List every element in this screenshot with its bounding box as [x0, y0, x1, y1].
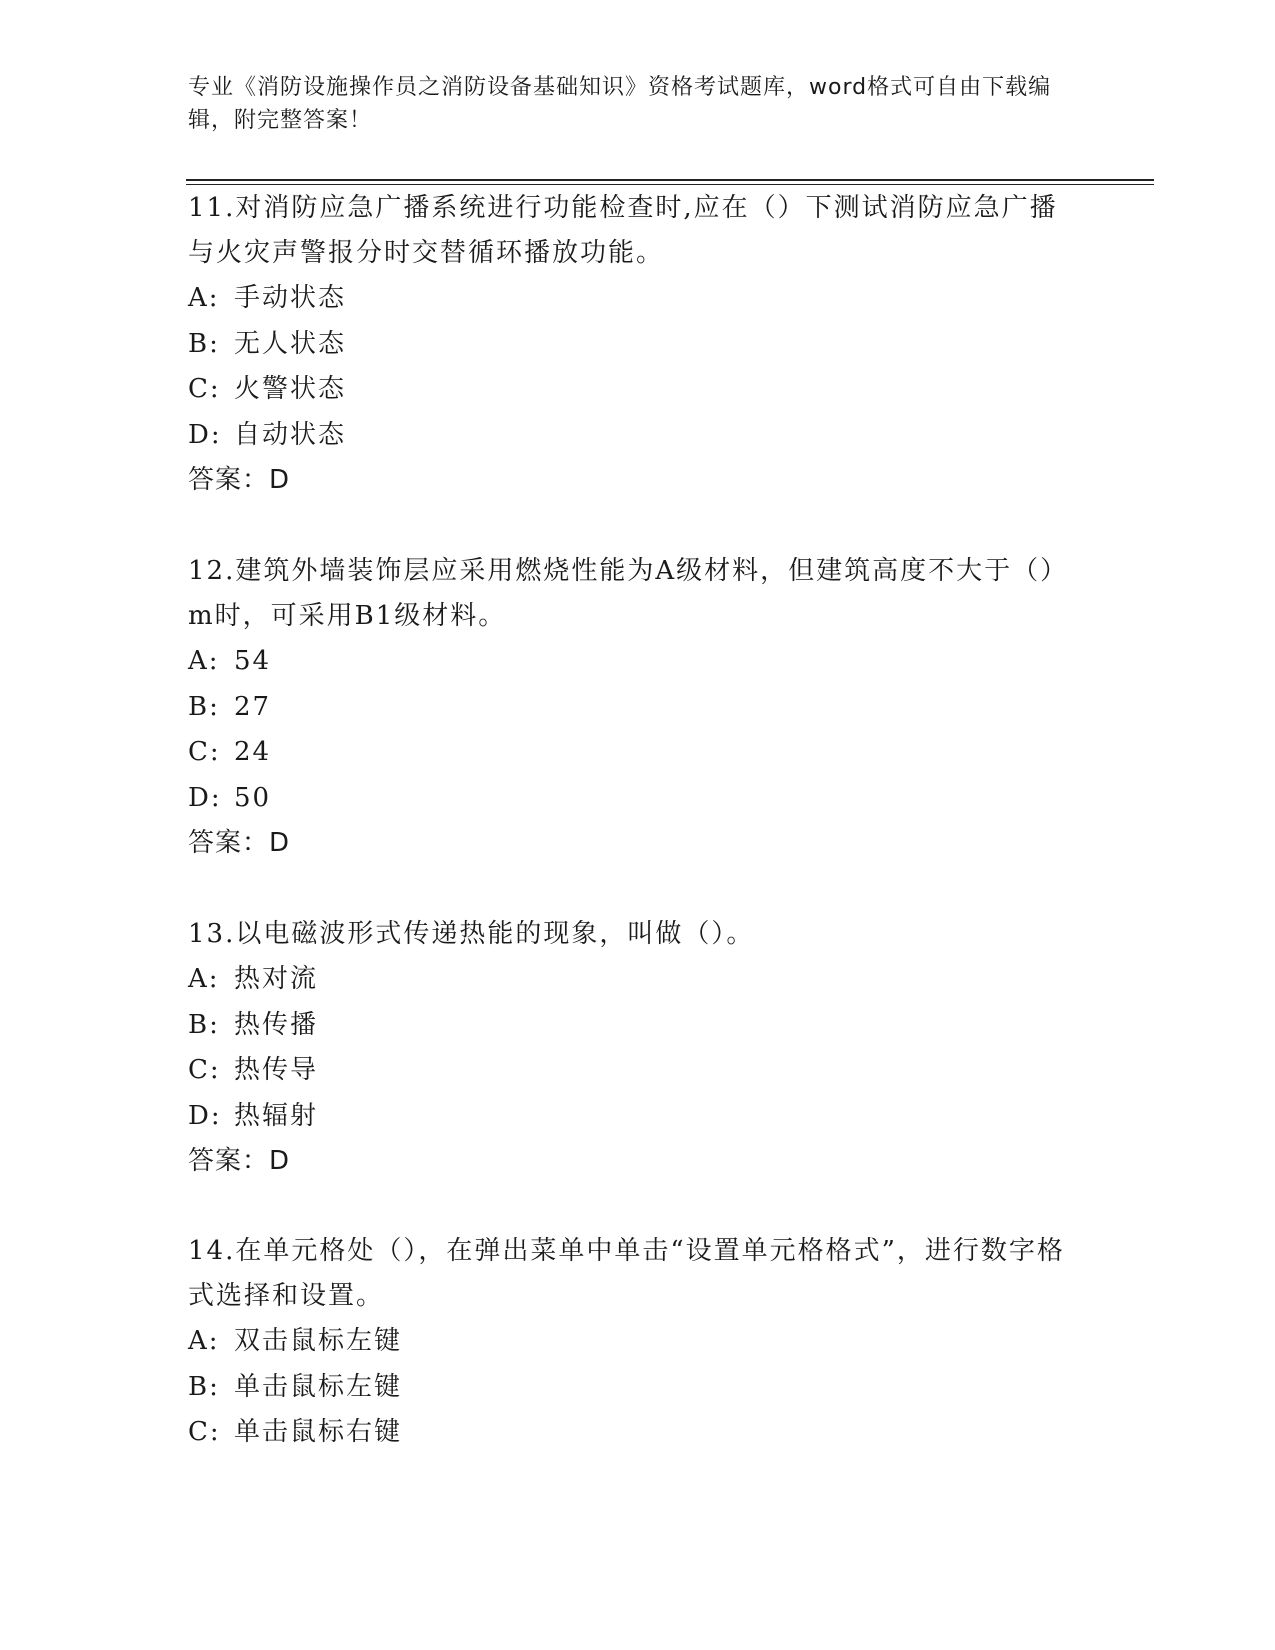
option-b — [188, 1003, 1088, 1049]
option-a — [188, 276, 1088, 322]
option-letter: B: — [188, 1009, 220, 1040]
option-letter: C: — [188, 374, 221, 404]
question-12 — [188, 549, 1088, 866]
option-letter: C: — [188, 1055, 221, 1085]
option-text: 50 — [234, 782, 272, 813]
option-text: 热传播 — [234, 1009, 319, 1040]
option-text: 自动状态 — [234, 419, 347, 450]
option-text: 热对流 — [234, 964, 319, 994]
option-c — [188, 730, 1088, 776]
option-c — [188, 1048, 1088, 1094]
option-b — [188, 322, 1088, 368]
option-letter: A: — [188, 283, 220, 313]
option-text: 双击鼠标左键 — [234, 1326, 403, 1356]
header-divider-thick — [186, 179, 1154, 181]
option-letter: D: — [188, 782, 222, 813]
option-text: 手动状态 — [234, 283, 347, 313]
option-d — [188, 776, 1088, 822]
option-text: 单击鼠标左键 — [234, 1371, 403, 1402]
option-text: 热辐射 — [234, 1100, 319, 1131]
option-letter: C: — [188, 1417, 221, 1447]
option-letter: A: — [188, 646, 220, 676]
question-14 — [188, 1229, 1088, 1456]
option-text: 24 — [234, 737, 272, 767]
answer: 答案：D — [188, 465, 291, 495]
option-b — [188, 1365, 1088, 1411]
option-d — [188, 413, 1088, 459]
question-11 — [188, 186, 1088, 503]
option-text: 27 — [234, 691, 272, 722]
option-text: 火警状态 — [234, 374, 347, 404]
header-divider-thin — [186, 184, 1154, 185]
option-b — [188, 685, 1088, 731]
document-header: 专业《消防设施操作员之消防设备基础知识》资格考试题库，word格式可自由下载编辑，附完整答案！ — [188, 75, 1052, 133]
answer: 答案：D — [188, 828, 291, 858]
option-letter: D: — [188, 1100, 222, 1131]
question-stem: 13.以电磁波形式传递热能的现象，叫做（）。 — [188, 919, 755, 949]
option-text: 无人状态 — [234, 328, 347, 359]
option-letter: B: — [188, 328, 220, 359]
option-letter: B: — [188, 1371, 220, 1402]
question-stem: 11.对消防应急广播系统进行功能检查时,应在（）下测试消防应急广播与火灾声警报分时交替循环播放功能。 — [188, 193, 1058, 268]
option-d — [188, 1094, 1088, 1140]
option-a — [188, 957, 1088, 1003]
option-text: 单击鼠标右键 — [234, 1417, 403, 1447]
question-stem: 14.在单元格处（），在弹出菜单中单击“设置单元格格式”，进行数字格式选择和设置。 — [188, 1236, 1065, 1311]
option-text: 热传导 — [234, 1055, 319, 1085]
option-letter: D: — [188, 419, 222, 450]
option-letter: A: — [188, 1326, 220, 1356]
answer: 答案：D — [188, 1146, 291, 1176]
option-letter: C: — [188, 737, 221, 767]
option-letter: A: — [188, 964, 220, 994]
option-a — [188, 1319, 1088, 1365]
question-13 — [188, 912, 1088, 1184]
option-c — [188, 1410, 1088, 1456]
option-a — [188, 639, 1088, 685]
option-c — [188, 367, 1088, 413]
option-letter: B: — [188, 691, 220, 722]
question-stem: 12.建筑外墙装饰层应采用燃烧性能为A级材料，但建筑高度不大于（）m时，可采用B1级材料。 — [188, 556, 1056, 631]
option-text: 54 — [234, 646, 272, 676]
